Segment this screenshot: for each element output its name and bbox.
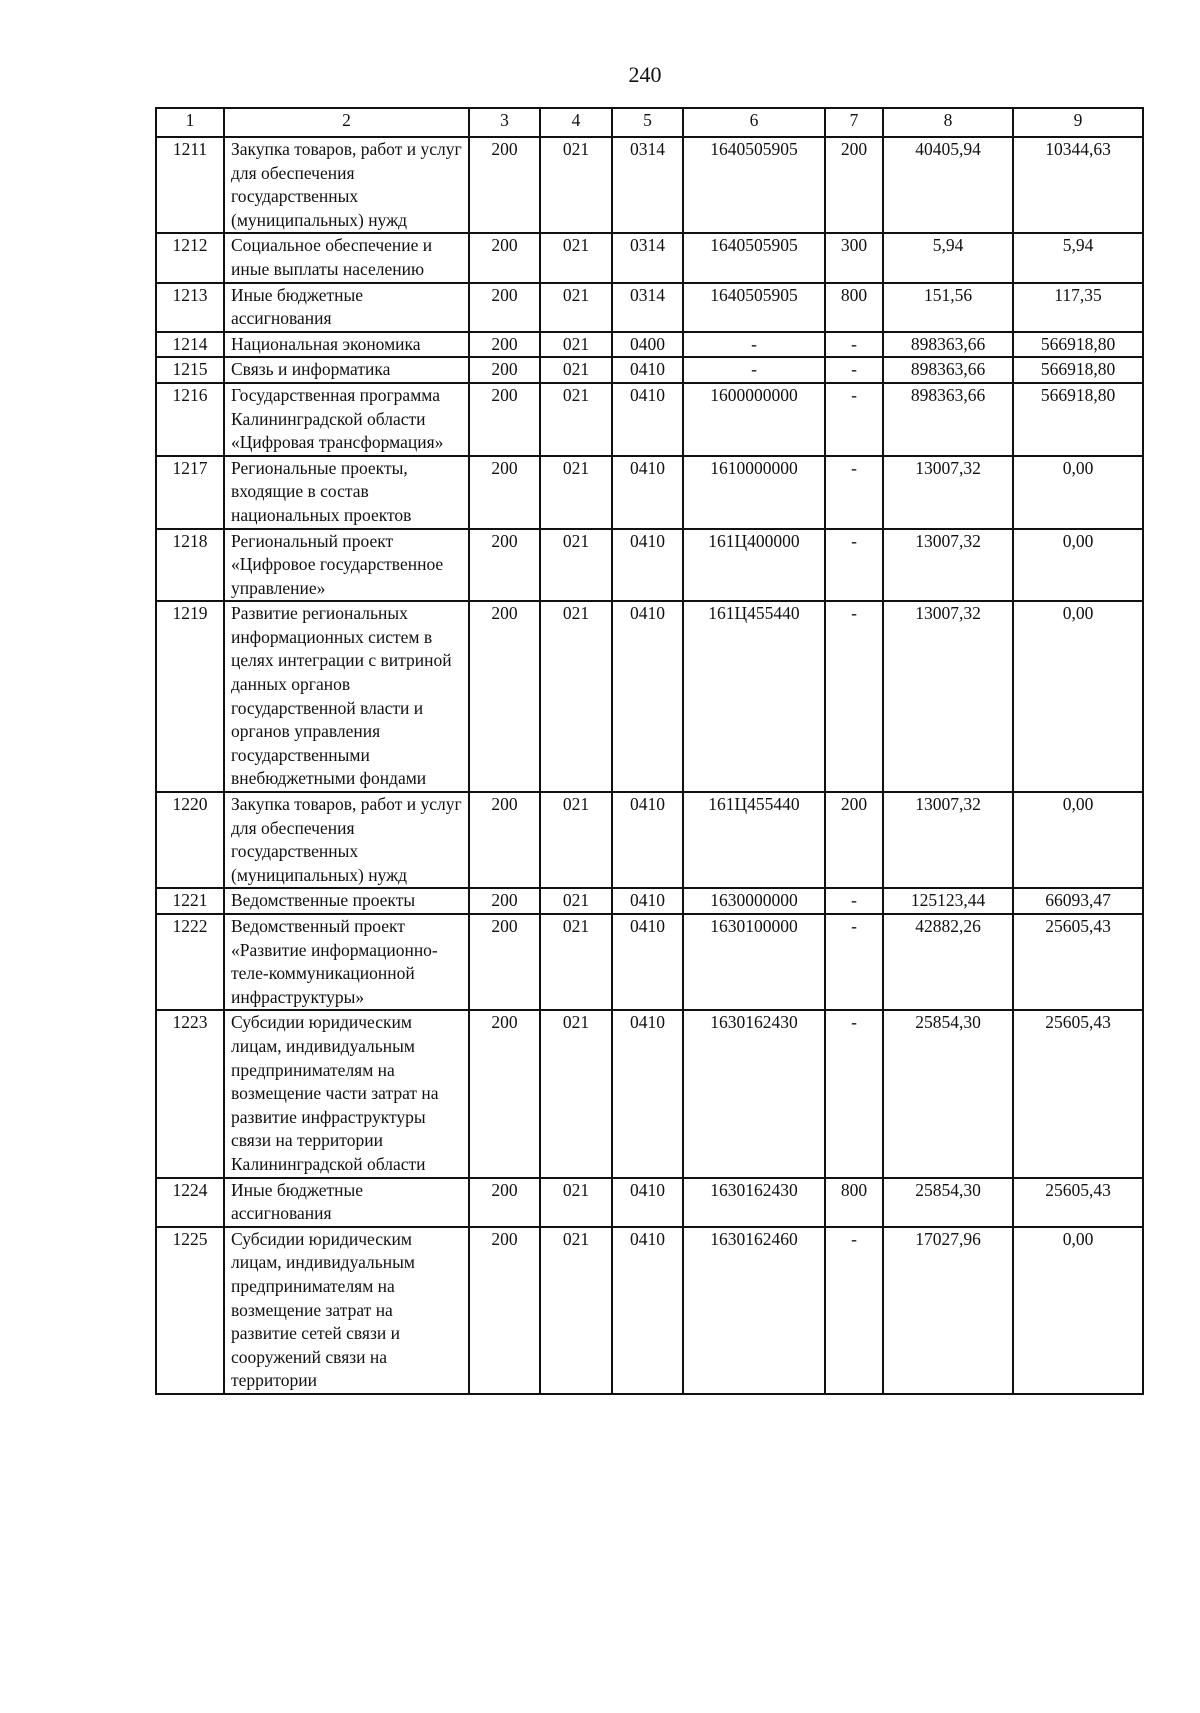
code-cell: 021	[540, 456, 612, 529]
code-cell: 0410	[612, 1010, 683, 1177]
row-number-cell: 1213	[156, 283, 224, 332]
code-cell: 0410	[612, 1178, 683, 1227]
name-cell: Развитие региональных информационных систем в целях интеграции с витриной данных органов государственной власти и органов управления государственными внебюджетными фондами	[224, 601, 469, 792]
name-cell: Иные бюджетные ассигнования	[224, 283, 469, 332]
amount-cell: 0,00	[1013, 456, 1143, 529]
column-header: 2	[224, 108, 469, 137]
column-header: 4	[540, 108, 612, 137]
code-cell: 800	[825, 1178, 883, 1227]
column-header: 1	[156, 108, 224, 137]
table-row	[156, 233, 1143, 282]
code-cell: 021	[540, 383, 612, 456]
amount-cell: 10344,63	[1013, 137, 1143, 233]
code-cell: 0410	[612, 792, 683, 888]
table-row	[156, 1178, 1143, 1227]
code-cell: 0400	[612, 332, 683, 358]
code-cell: -	[683, 332, 825, 358]
row-number-cell: 1222	[156, 914, 224, 1010]
code-cell: 1640505905	[683, 137, 825, 233]
code-cell: 0314	[612, 283, 683, 332]
column-header: 3	[469, 108, 540, 137]
amount-cell: 566918,80	[1013, 383, 1143, 456]
code-cell: 1630162460	[683, 1227, 825, 1394]
table-row	[156, 914, 1143, 1010]
code-cell: 0410	[612, 914, 683, 1010]
code-cell: 0410	[612, 1227, 683, 1394]
code-cell: 200	[469, 601, 540, 792]
amount-cell: 566918,80	[1013, 332, 1143, 358]
column-header-row	[156, 108, 1143, 137]
name-cell: Субсидии юридическим лицам, индивидуальным предпринимателям на возмещение затрат на развитие сетей связи и сооружений связи на территории	[224, 1227, 469, 1394]
code-cell: 200	[469, 233, 540, 282]
table-row	[156, 456, 1143, 529]
column-header: 6	[683, 108, 825, 137]
amount-cell: 5,94	[883, 233, 1013, 282]
amount-cell: 40405,94	[883, 137, 1013, 233]
row-number-cell: 1215	[156, 357, 224, 383]
code-cell: -	[825, 888, 883, 914]
amount-cell: 898363,66	[883, 357, 1013, 383]
table-row	[156, 383, 1143, 456]
code-cell: 021	[540, 888, 612, 914]
table-row	[156, 792, 1143, 888]
code-cell: -	[825, 383, 883, 456]
code-cell: 0314	[612, 233, 683, 282]
amount-cell: 13007,32	[883, 456, 1013, 529]
row-number-cell: 1220	[156, 792, 224, 888]
row-number-cell: 1211	[156, 137, 224, 233]
code-cell: 0410	[612, 383, 683, 456]
table-row	[156, 283, 1143, 332]
table-row	[156, 1227, 1143, 1394]
code-cell: 200	[469, 332, 540, 358]
code-cell: 1600000000	[683, 383, 825, 456]
amount-cell: 13007,32	[883, 529, 1013, 602]
code-cell: -	[825, 456, 883, 529]
code-cell: 161Ц455440	[683, 792, 825, 888]
code-cell: 200	[825, 792, 883, 888]
code-cell: 200	[469, 456, 540, 529]
row-number-cell: 1214	[156, 332, 224, 358]
code-cell: 200	[469, 383, 540, 456]
name-cell: Национальная экономика	[224, 332, 469, 358]
row-number-cell: 1218	[156, 529, 224, 602]
amount-cell: 25854,30	[883, 1178, 1013, 1227]
code-cell: -	[825, 1010, 883, 1177]
code-cell: 1630162430	[683, 1178, 825, 1227]
amount-cell: 17027,96	[883, 1227, 1013, 1394]
name-cell: Закупка товаров, работ и услуг для обеспечения государственных (муниципальных) нужд	[224, 137, 469, 233]
amount-cell: 66093,47	[1013, 888, 1143, 914]
name-cell: Региональный проект «Цифровое государственное управление»	[224, 529, 469, 602]
code-cell: 021	[540, 357, 612, 383]
table-row	[156, 137, 1143, 233]
code-cell: -	[825, 601, 883, 792]
code-cell: -	[825, 529, 883, 602]
table-row	[156, 888, 1143, 914]
amount-cell: 566918,80	[1013, 357, 1143, 383]
amount-cell: 898363,66	[883, 383, 1013, 456]
code-cell: 200	[469, 914, 540, 1010]
name-cell: Субсидии юридическим лицам, индивидуальным предпринимателям на возмещение части затрат на развитие инфраструктуры связи на территории Калининградской области	[224, 1010, 469, 1177]
amount-cell: 13007,32	[883, 792, 1013, 888]
code-cell: 1630000000	[683, 888, 825, 914]
code-cell: 300	[825, 233, 883, 282]
amount-cell: 125123,44	[883, 888, 1013, 914]
row-number-cell: 1225	[156, 1227, 224, 1394]
row-number-cell: 1221	[156, 888, 224, 914]
name-cell: Закупка товаров, работ и услуг для обеспечения государственных (муниципальных) нужд	[224, 792, 469, 888]
name-cell: Иные бюджетные ассигнования	[224, 1178, 469, 1227]
code-cell: 0410	[612, 357, 683, 383]
code-cell: 021	[540, 1227, 612, 1394]
code-cell: 021	[540, 283, 612, 332]
row-number-cell: 1217	[156, 456, 224, 529]
code-cell: 200	[825, 137, 883, 233]
code-cell: -	[825, 914, 883, 1010]
code-cell: 0410	[612, 601, 683, 792]
code-cell: 1630100000	[683, 914, 825, 1010]
table-row	[156, 332, 1143, 358]
amount-cell: 25605,43	[1013, 914, 1143, 1010]
code-cell: 1640505905	[683, 283, 825, 332]
amount-cell: 25605,43	[1013, 1178, 1143, 1227]
code-cell: 1640505905	[683, 233, 825, 282]
column-header: 8	[883, 108, 1013, 137]
name-cell: Связь и информатика	[224, 357, 469, 383]
row-number-cell: 1219	[156, 601, 224, 792]
code-cell: 0410	[612, 888, 683, 914]
code-cell: 200	[469, 529, 540, 602]
code-cell: 021	[540, 1178, 612, 1227]
row-number-cell: 1212	[156, 233, 224, 282]
budget-table	[155, 107, 1144, 1395]
code-cell: 200	[469, 1227, 540, 1394]
code-cell: 800	[825, 283, 883, 332]
code-cell: 200	[469, 283, 540, 332]
code-cell: 0314	[612, 137, 683, 233]
code-cell: 1630162430	[683, 1010, 825, 1177]
amount-cell: 13007,32	[883, 601, 1013, 792]
code-cell: -	[683, 357, 825, 383]
page-number: 240	[628, 62, 662, 87]
code-cell: 200	[469, 137, 540, 233]
code-cell: 021	[540, 792, 612, 888]
table-row	[156, 601, 1143, 792]
amount-cell: 117,35	[1013, 283, 1143, 332]
code-cell: 021	[540, 233, 612, 282]
code-cell: 0410	[612, 529, 683, 602]
amount-cell: 25605,43	[1013, 1010, 1143, 1177]
amount-cell: 0,00	[1013, 529, 1143, 602]
code-cell: 200	[469, 1178, 540, 1227]
name-cell: Ведомственный проект «Развитие информационно-теле-коммуникационной инфраструктуры»	[224, 914, 469, 1010]
code-cell: 021	[540, 914, 612, 1010]
row-number-cell: 1223	[156, 1010, 224, 1177]
code-cell: 021	[540, 529, 612, 602]
code-cell: 200	[469, 357, 540, 383]
table-row	[156, 529, 1143, 602]
amount-cell: 898363,66	[883, 332, 1013, 358]
name-cell: Региональные проекты, входящие в состав национальных проектов	[224, 456, 469, 529]
name-cell: Государственная программа Калининградской области «Цифровая трансформация»	[224, 383, 469, 456]
amount-cell: 42882,26	[883, 914, 1013, 1010]
row-number-cell: 1224	[156, 1178, 224, 1227]
code-cell: -	[825, 332, 883, 358]
code-cell: -	[825, 357, 883, 383]
code-cell: 021	[540, 332, 612, 358]
amount-cell: 0,00	[1013, 1227, 1143, 1394]
code-cell: 0410	[612, 456, 683, 529]
code-cell: 161Ц400000	[683, 529, 825, 602]
amount-cell: 5,94	[1013, 233, 1143, 282]
code-cell: 200	[469, 1010, 540, 1177]
name-cell: Социальное обеспечение и иные выплаты населению	[224, 233, 469, 282]
code-cell: 1610000000	[683, 456, 825, 529]
code-cell: -	[825, 1227, 883, 1394]
column-header: 7	[825, 108, 883, 137]
amount-cell: 0,00	[1013, 792, 1143, 888]
code-cell: 021	[540, 1010, 612, 1177]
code-cell: 021	[540, 601, 612, 792]
name-cell: Ведомственные проекты	[224, 888, 469, 914]
code-cell: 021	[540, 137, 612, 233]
amount-cell: 25854,30	[883, 1010, 1013, 1177]
code-cell: 161Ц455440	[683, 601, 825, 792]
code-cell: 200	[469, 792, 540, 888]
amount-cell: 151,56	[883, 283, 1013, 332]
column-header: 9	[1013, 108, 1143, 137]
column-header: 5	[612, 108, 683, 137]
table-row	[156, 357, 1143, 383]
code-cell: 200	[469, 888, 540, 914]
table-row	[156, 1010, 1143, 1177]
row-number-cell: 1216	[156, 383, 224, 456]
amount-cell: 0,00	[1013, 601, 1143, 792]
